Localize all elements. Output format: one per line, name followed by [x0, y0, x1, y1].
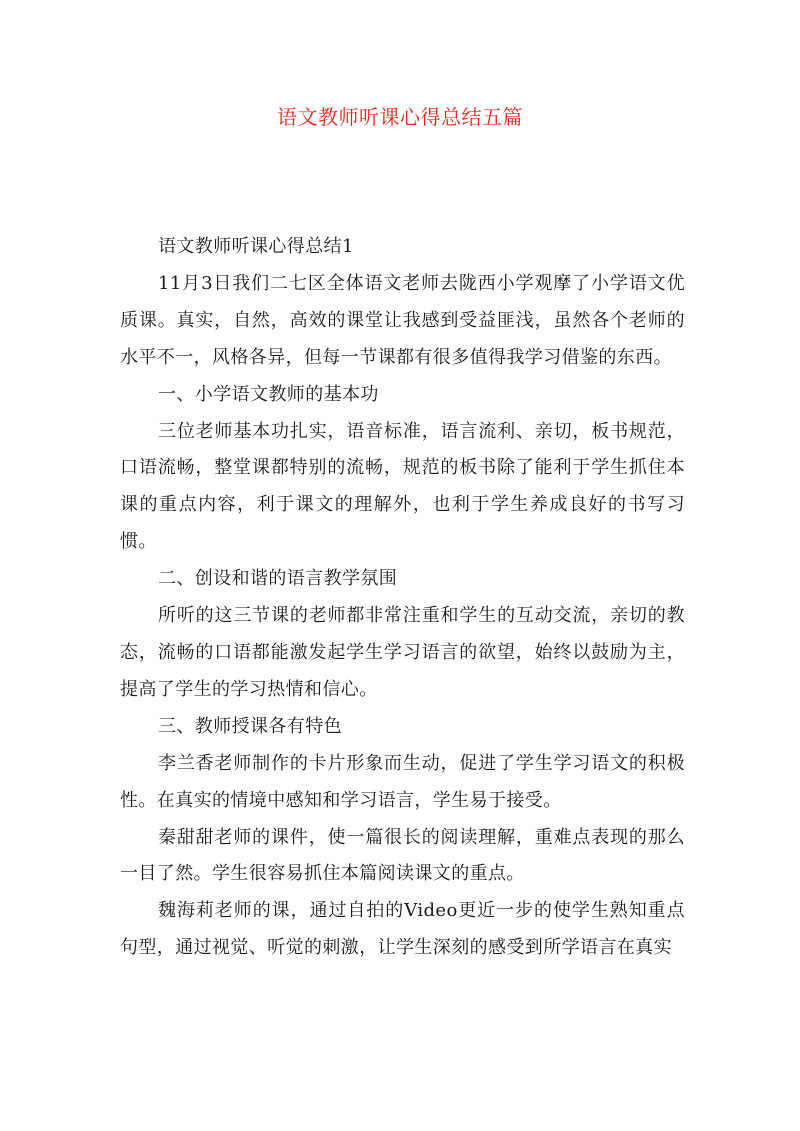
body-paragraph: 魏海莉老师的课，通过自拍的Video更近一步的使学生熟知重点句型，通过视觉、听觉的刺激，让学生深刻的感受到所学语言在真实	[120, 900, 685, 959]
section-heading: 语文教师听课心得总结1	[158, 236, 354, 257]
body-paragraph: 秦甜甜老师的课件，使一篇很长的阅读理解，重难点表现的那么一目了然。学生很容易抓住本篇阅读课文的重点。	[120, 826, 685, 885]
document-title: 语文教师听课心得总结五篇	[277, 105, 523, 129]
body-paragraph: 李兰香老师制作的卡片形象而生动，促进了学生学习语文的积极性。在真实的情境中感知和学习语言，学生易于接受。	[120, 752, 685, 811]
subsection-heading: 二、创设和谐的语言教学氛围	[158, 568, 398, 590]
subsection-heading: 三、教师授课各有特色	[158, 715, 342, 737]
document-body	[120, 229, 685, 967]
body-paragraph: 11月3日我们二七区全体语文老师去陇西小学观摩了小学语文优质课。真实，自然，高效的课堂让我感到受益匪浅，虽然各个老师的水平不一，风格各异，但每一节课都有很多值得我学习借鉴的东西。	[120, 272, 685, 368]
body-paragraph: 所听的这三节课的老师都非常注重和学生的互动交流，亲切的教态，流畅的口语都能激发起学生学习语言的欲望，始终以鼓励为主，提高了学生的学习热情和信心。	[120, 605, 685, 700]
subsection-heading: 一、小学语文教师的基本功	[158, 383, 379, 405]
body-paragraph: 三位老师基本功扎实，语音标准，语言流利、亲切，板书规范，口语流畅，整堂课都特别的流畅，规范的板书除了能利于学生抓住本课的重点内容，利于课文的理解外，也利于学生养成良好的书写习惯。	[120, 420, 685, 553]
